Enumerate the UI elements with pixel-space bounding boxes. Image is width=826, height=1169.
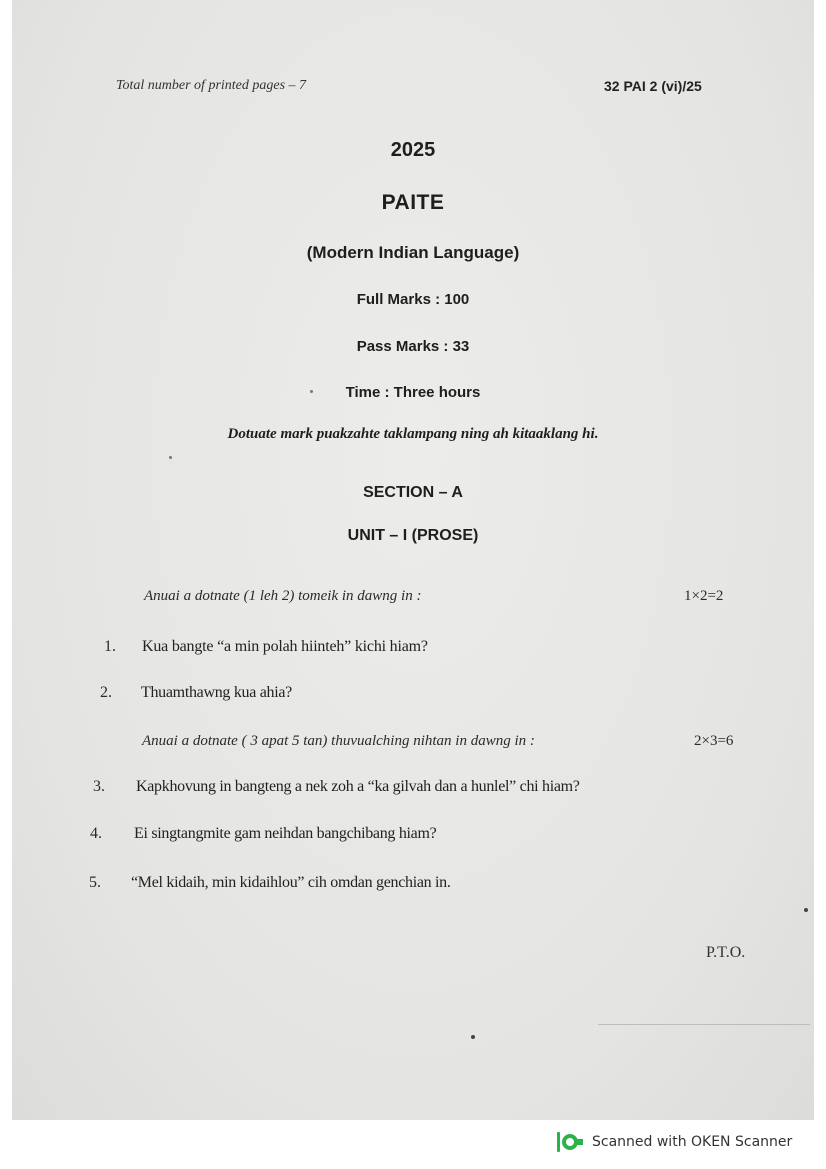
scan-shadow-line xyxy=(598,1024,810,1025)
scanner-watermark xyxy=(556,1130,792,1154)
oken-scanner-logo-icon xyxy=(556,1131,584,1153)
question-4-number: 4. xyxy=(90,825,102,842)
question-3-text: Kapkhovung in bangteng a nek zoh a “ka gilvah dan a hunlel” chi hiam? xyxy=(136,778,580,795)
scan-speck xyxy=(169,456,172,459)
group-1-instruction: Anuai a dotnate (1 leh 2) tomeik in dawng in : xyxy=(144,588,422,604)
question-2-number: 2. xyxy=(100,684,112,701)
please-turn-over: P.T.O. xyxy=(706,944,746,961)
paper-code: 32 PAI 2 (vi)/25 xyxy=(604,78,702,94)
group-2-marks: 2×3=6 xyxy=(694,733,734,749)
section-heading: SECTION – A xyxy=(363,484,463,501)
question-5-text: “Mel kidaih, min kidaihlou” cih omdan genchian in. xyxy=(131,874,451,891)
exam-subject: PAITE xyxy=(381,191,445,214)
group-1-marks: 1×2=2 xyxy=(684,588,724,604)
scanned-page xyxy=(12,0,814,1120)
question-1-text: Kua bangte “a min polah hiinteh” kichi hiam? xyxy=(142,638,428,655)
question-3-number: 3. xyxy=(93,778,105,795)
scan-speck xyxy=(310,390,313,393)
question-5-number: 5. xyxy=(89,874,101,891)
full-marks: Full Marks : 100 xyxy=(356,291,470,308)
scan-speck xyxy=(471,1035,475,1039)
question-2-text: Thuamthawng kua ahia? xyxy=(141,684,292,701)
exam-year: 2025 xyxy=(390,139,436,161)
exam-language: (Modern Indian Language) xyxy=(306,243,520,262)
exam-time: Time : Three hours xyxy=(345,384,481,401)
question-4-text: Ei singtangmite gam neihdan bangchibang hiam? xyxy=(134,825,437,842)
printed-pages-count: Total number of printed pages – 7 xyxy=(116,78,307,93)
unit-heading: UNIT – I (PROSE) xyxy=(347,527,479,544)
question-1-number: 1. xyxy=(104,638,116,655)
pass-marks: Pass Marks : 33 xyxy=(356,338,470,355)
scan-speck xyxy=(804,908,808,912)
general-instruction: Dotuate mark puakzahte taklampang ning ah kitaaklang hi. xyxy=(227,426,599,442)
group-2-instruction: Anuai a dotnate ( 3 apat 5 tan) thuvualching nihtan in dawng in : xyxy=(142,733,535,749)
scanner-label: Scanned with OKEN Scanner xyxy=(592,1134,793,1150)
